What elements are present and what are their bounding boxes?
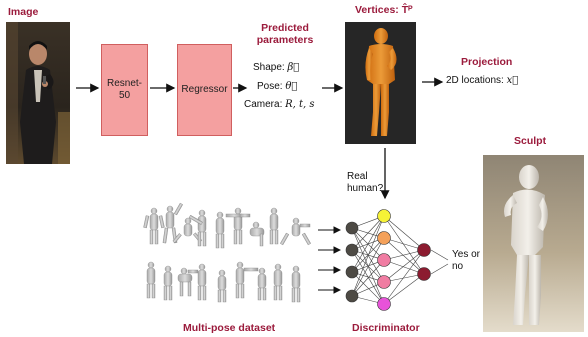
real-human-question: Real human? [347,171,384,194]
discriminator-network [346,210,448,311]
vertices-title: Vertices: T̂ᴾ [355,4,413,16]
output-node-2 [418,268,431,281]
projection-title: Projection [461,56,513,68]
input-node-2 [346,244,358,256]
projection-symbol: x⃗ [506,75,519,86]
yes-or-no-answer: Yes or no [452,249,480,272]
multi-pose-figures [144,203,311,302]
projection-prefix: 2D locations: [446,75,504,86]
predicted-parameters-title: Predicted parameters [256,22,314,47]
hidden-node-3 [378,254,391,267]
input-node-4 [346,290,358,302]
sculpt-title: Sculpt [514,135,547,147]
hidden-node-1 [378,210,391,223]
pose-label: Pose: [257,81,283,92]
multi-pose-dataset-title: Multi-pose dataset [183,322,276,334]
dataset-to-discriminator-arrows [318,230,340,290]
network-edges [352,216,448,304]
shape-label: Shape: [253,62,285,73]
input-node-3 [346,266,358,278]
camera-symbols: R, t, s [285,99,315,110]
image-title: Image [8,6,39,18]
camera-label: Camera: [244,99,283,110]
output-node-1 [418,244,431,257]
hidden-node-4 [378,276,391,289]
pose-symbol: θ⃗ [285,81,298,92]
resnet-label: Resnet-50 [106,77,142,101]
hidden-node-2 [378,232,391,245]
regressor-label: Regressor [181,83,228,95]
input-node-1 [346,222,358,234]
discriminator-title: Discriminator [352,322,420,334]
shape-symbol: β⃗ [287,62,300,73]
hidden-node-5 [378,298,391,311]
